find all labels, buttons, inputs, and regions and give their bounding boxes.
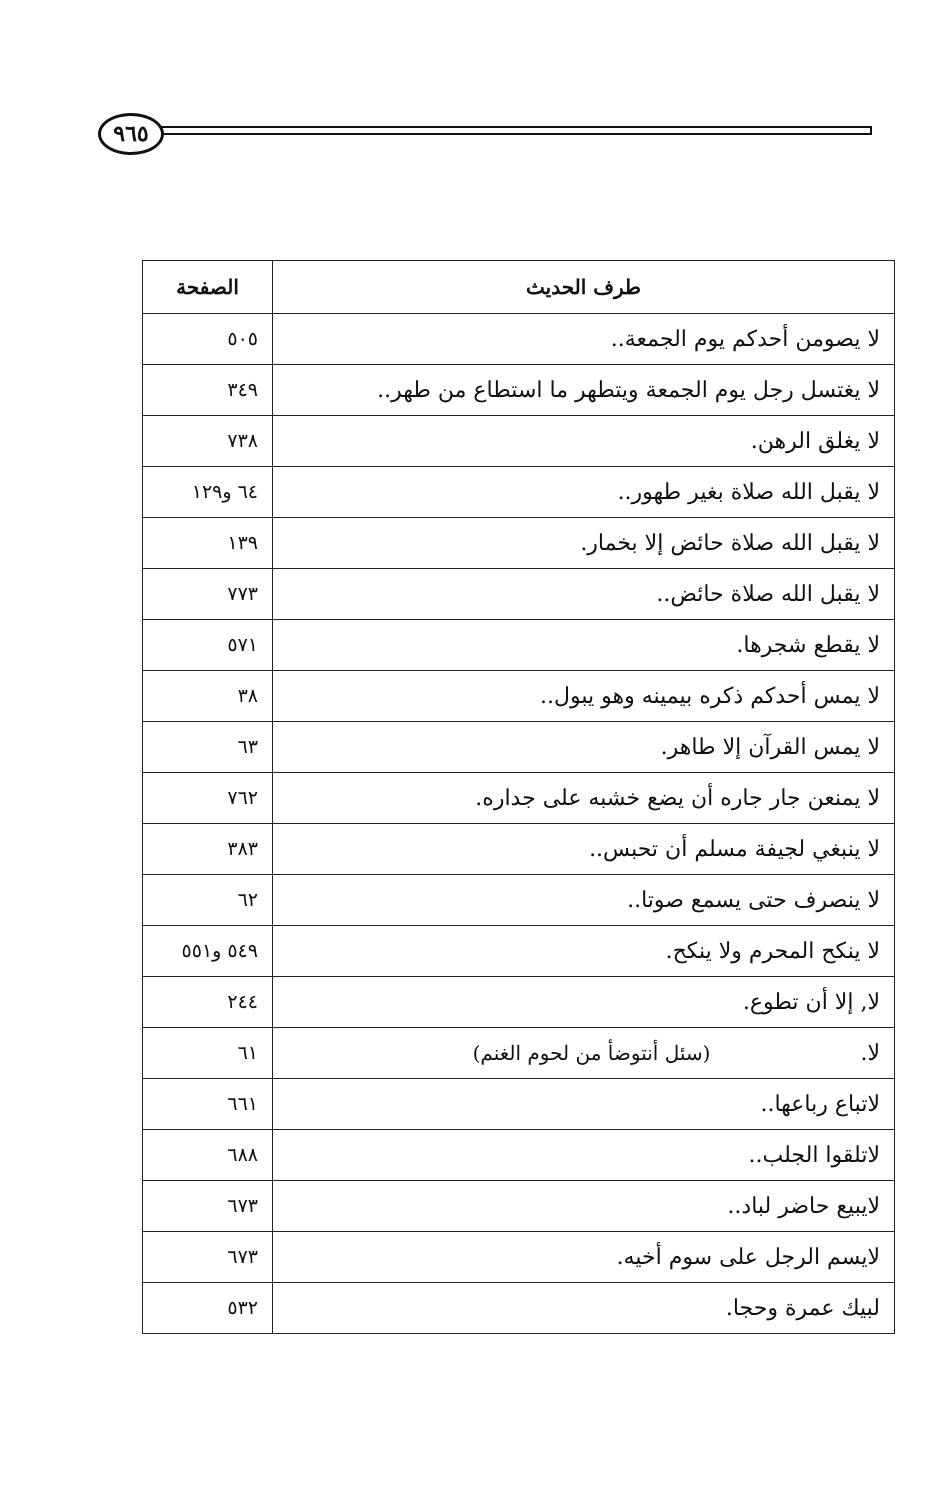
hadith-text: لا.: [860, 1040, 880, 1066]
page-number: ٩٦٥: [98, 113, 164, 155]
hadith-text-cell: [273, 875, 895, 926]
table-row: [143, 1130, 895, 1181]
table-header-row: [143, 261, 895, 314]
hadith-text: لاتلقوا الجلب..: [748, 1142, 880, 1168]
hadith-text-cell: [273, 620, 895, 671]
table-body: [143, 314, 895, 1334]
hadith-text-cell: [273, 1283, 895, 1334]
table-row: [143, 518, 895, 569]
table-row: [143, 620, 895, 671]
table-row: [143, 365, 895, 416]
page-reference-cell: ٥٧١: [143, 620, 273, 671]
hadith-text-cell: [273, 1232, 895, 1283]
hadith-text: لا ينصرف حتى يسمع صوتا..: [627, 887, 880, 913]
table-row: [143, 875, 895, 926]
hadith-text: لا ينكح المحرم ولا ينكح.: [665, 938, 880, 964]
table-row: [143, 824, 895, 875]
hadith-text-cell: [273, 365, 895, 416]
table-row: [143, 977, 895, 1028]
table-row: [143, 1232, 895, 1283]
hadith-text-cell: [273, 1181, 895, 1232]
hadith-note: (سئل أنتوضأ من لحوم الغنم): [472, 1040, 711, 1065]
hadith-text: لا, إلا أن تطوع.: [742, 989, 880, 1015]
hadith-text-cell: [273, 518, 895, 569]
hadith-text: لا ينبغي لجيفة مسلم أن تحبس..: [589, 836, 880, 862]
hadith-text-cell: [273, 926, 895, 977]
table-row: [143, 1181, 895, 1232]
hadith-text: لا يمس أحدكم ذكره بيمينه وهو يبول..: [540, 683, 880, 709]
page-reference-cell: ٣٤٩: [143, 365, 273, 416]
page-reference-cell: ٥٠٥: [143, 314, 273, 365]
table-row: [143, 1079, 895, 1130]
page-header: [98, 113, 872, 153]
page-reference-cell: ٧٦٢: [143, 773, 273, 824]
table-row: [143, 569, 895, 620]
hadith-text-cell: [273, 1028, 895, 1079]
hadith-index-table: [142, 260, 895, 1334]
header-rule: [160, 126, 872, 135]
table-row: [143, 926, 895, 977]
hadith-text: لا يقطع شجرها.: [736, 632, 880, 658]
page-reference-cell: ٦٨٨: [143, 1130, 273, 1181]
page-reference-cell: ٢٤٤: [143, 977, 273, 1028]
page-reference-cell: ٧٧٣: [143, 569, 273, 620]
table-row: [143, 722, 895, 773]
page-reference-cell: ٧٣٨: [143, 416, 273, 467]
hadith-text-cell: [273, 773, 895, 824]
table-row: [143, 671, 895, 722]
table-row: [143, 1283, 895, 1334]
page-reference-cell: ٥٤٩ و٥٥١: [143, 926, 273, 977]
table-row: [143, 314, 895, 365]
table-row: [143, 416, 895, 467]
hadith-text: لايسم الرجل على سوم أخيه.: [616, 1244, 880, 1270]
page-reference-cell: ٦١: [143, 1028, 273, 1079]
hadith-text-cell: [273, 977, 895, 1028]
hadith-text-cell: [273, 671, 895, 722]
hadith-text: لا يغلق الرهن.: [750, 428, 880, 454]
page-reference-cell: ٦٦١: [143, 1079, 273, 1130]
page-reference-cell: ٣٨: [143, 671, 273, 722]
hadith-text: لا يمس القرآن إلا طاهر.: [660, 734, 880, 760]
hadith-text: لا يقبل الله صلاة حائض إلا بخمار.: [580, 530, 880, 556]
hadith-text-cell: [273, 569, 895, 620]
hadith-text: لبيك عمرة وحجا.: [725, 1295, 880, 1321]
header-hadith-text: طرف الحديث: [273, 261, 895, 314]
hadith-text: لا يمنعن جار جاره أن يضع خشبه على جداره.: [475, 785, 880, 811]
page-reference-cell: ٦٣: [143, 722, 273, 773]
hadith-text: لا يغتسل رجل يوم الجمعة ويتطهر ما استطاع من طهر..: [377, 377, 880, 403]
hadith-text: لايبيع حاضر لباد..: [727, 1193, 880, 1219]
hadith-text: لا يصومن أحدكم يوم الجمعة..: [610, 326, 880, 352]
hadith-text-cell: [273, 722, 895, 773]
hadith-text-cell: [273, 314, 895, 365]
hadith-text-cell: [273, 1130, 895, 1181]
page-reference-cell: ٣٨٣: [143, 824, 273, 875]
hadith-text-cell: [273, 824, 895, 875]
hadith-text: لا يقبل الله صلاة حائض..: [656, 581, 880, 607]
hadith-text-cell: [273, 416, 895, 467]
hadith-text: لا يقبل الله صلاة بغير طهور..: [617, 479, 880, 505]
hadith-text-cell: [273, 1079, 895, 1130]
header-page: الصفحة: [143, 261, 273, 314]
table-row: [143, 467, 895, 518]
table-row: [143, 1028, 895, 1079]
page-reference-cell: ٥٣٢: [143, 1283, 273, 1334]
hadith-text-cell: [273, 467, 895, 518]
page-reference-cell: ٦٢: [143, 875, 273, 926]
hadith-text: لاتباع رباعها..: [760, 1091, 880, 1117]
page-reference-cell: ٦٧٣: [143, 1181, 273, 1232]
table-row: [143, 773, 895, 824]
page-reference-cell: ١٣٩: [143, 518, 273, 569]
page-reference-cell: ٦٧٣: [143, 1232, 273, 1283]
page-reference-cell: ٦٤ و١٢٩: [143, 467, 273, 518]
